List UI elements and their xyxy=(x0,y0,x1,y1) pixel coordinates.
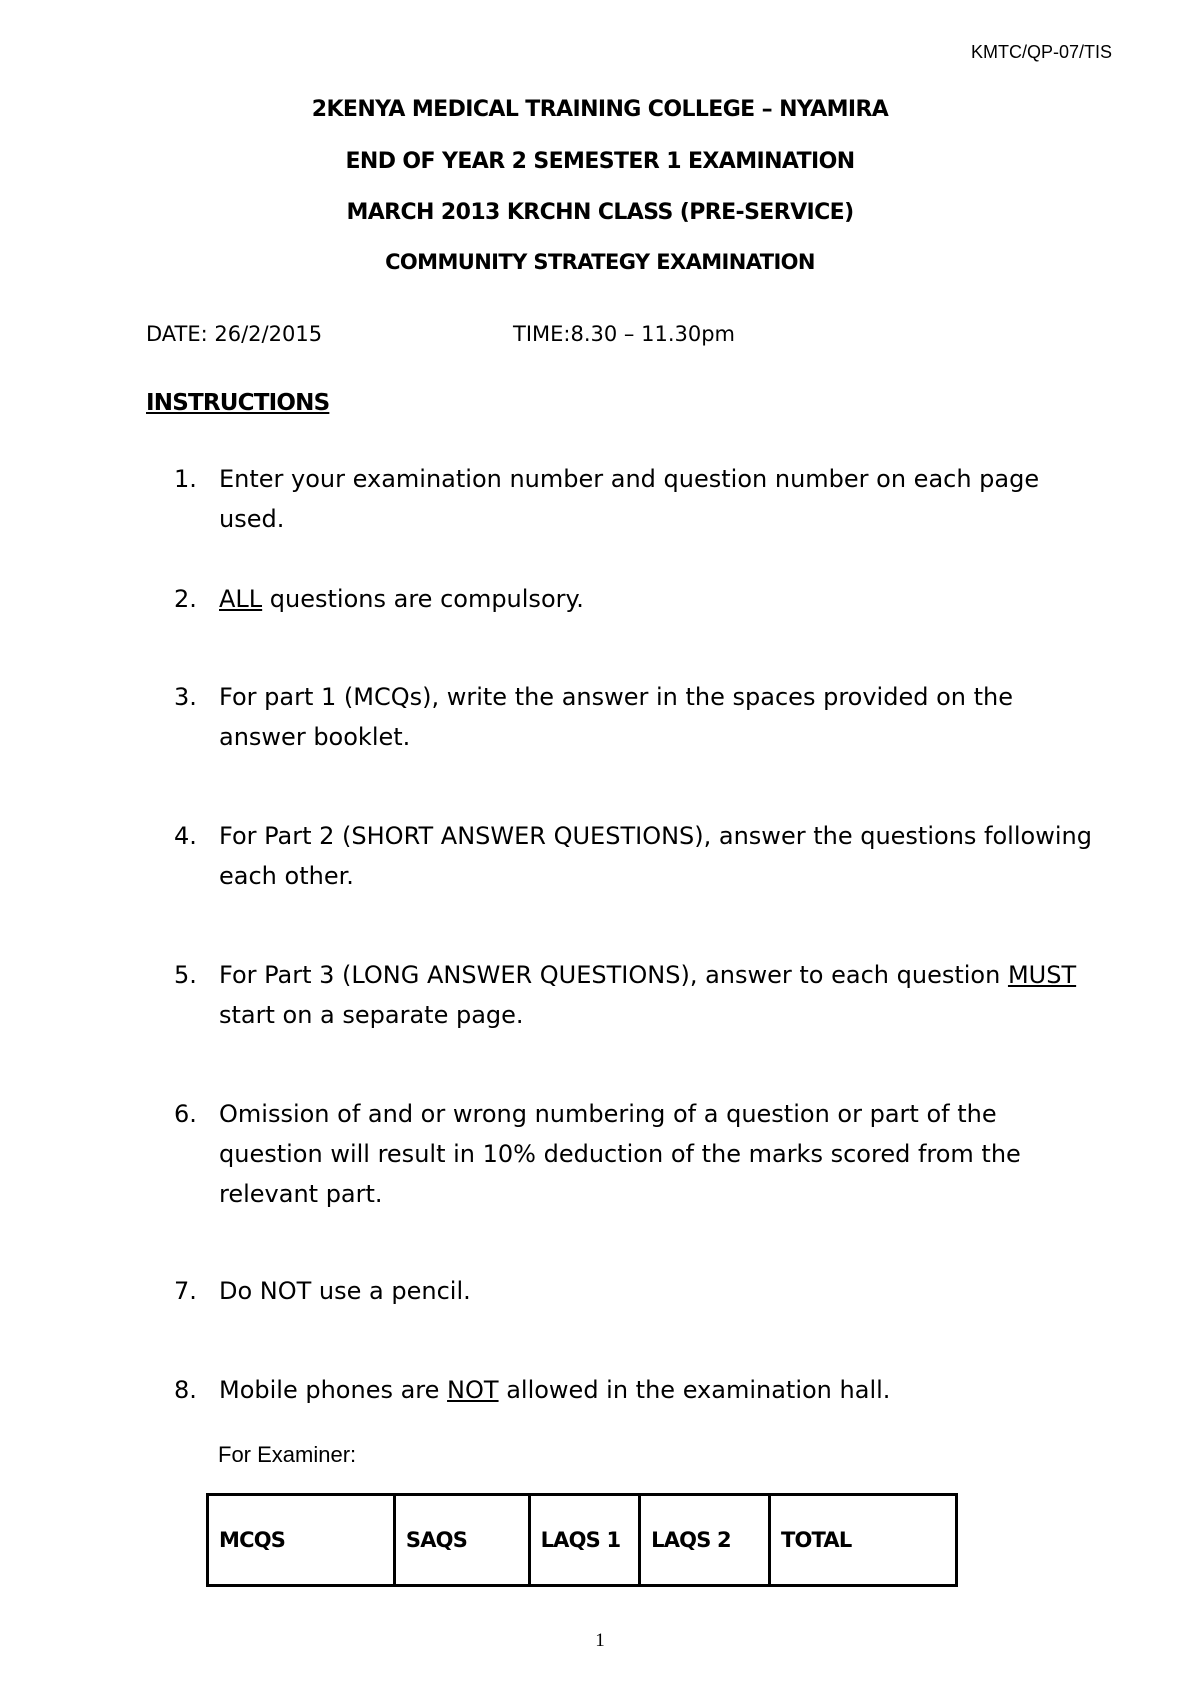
instruction-number: 1. xyxy=(174,465,197,493)
instruction-text: For part 1 (MCQs), write the answer in the spaces provided on the answer booklet. xyxy=(219,683,1013,751)
instruction-text-after: questions are compulsory. xyxy=(262,585,584,613)
instruction-text xyxy=(219,579,1094,619)
instruction-item-6 xyxy=(174,1094,1094,1214)
instruction-number: 3. xyxy=(174,683,197,711)
table-cell-saqs: SAQS xyxy=(394,1495,529,1586)
instruction-item-7 xyxy=(174,1271,1094,1311)
instruction-number: 4. xyxy=(174,822,197,850)
exam-time: TIME:8.30 – 11.30pm xyxy=(513,322,735,346)
exam-title: END OF YEAR 2 SEMESTER 1 EXAMINATION xyxy=(345,149,855,174)
instruction-number: 5. xyxy=(174,961,197,989)
instruction-number: 8. xyxy=(174,1376,197,1404)
instruction-item-5 xyxy=(174,955,1094,1035)
instruction-text xyxy=(219,1370,1094,1410)
instruction-item-2 xyxy=(174,579,1094,619)
instruction-text: Do NOT use a pencil. xyxy=(219,1277,471,1305)
examiner-label: For Examiner: xyxy=(218,1442,357,1467)
instruction-text-after: allowed in the examination hall. xyxy=(498,1376,891,1404)
emphasis-must: MUST xyxy=(1007,961,1077,989)
instructions-heading: INSTRUCTIONS xyxy=(146,390,330,416)
emphasis-not: NOT xyxy=(447,1376,499,1404)
table-cell-mcqs: MCQS xyxy=(208,1495,395,1586)
instruction-item-8 xyxy=(174,1370,1094,1410)
instruction-text: Omission of and or wrong numbering of a question or part of the question will result in 10% deduction of the marks scored from the relevant part. xyxy=(219,1100,1021,1208)
document-code: KMTC/QP-07/TIS xyxy=(970,42,1112,62)
instruction-text-before: For Part 3 (LONG ANSWER QUESTIONS), answer to each question xyxy=(219,961,1008,989)
instruction-text: Enter your examination number and question number on each page used. xyxy=(219,465,1040,533)
college-title: 2KENYA MEDICAL TRAINING COLLEGE – NYAMIRA xyxy=(311,97,889,122)
instruction-text xyxy=(219,955,1094,1035)
instruction-text-before: Mobile phones are xyxy=(219,1376,448,1404)
table-cell-total: TOTAL xyxy=(769,1495,956,1586)
instruction-number: 7. xyxy=(174,1277,197,1305)
class-title: MARCH 2013 KRCHN CLASS (PRE-SERVICE) xyxy=(346,200,854,225)
emphasis-all: ALL xyxy=(219,585,263,613)
instruction-item-4 xyxy=(174,816,1094,896)
exam-date: DATE: 26/2/2015 xyxy=(146,322,323,346)
instruction-text-after: start on a separate page. xyxy=(219,1001,524,1029)
instruction-text: For Part 2 (SHORT ANSWER QUESTIONS), answer the questions following each other. xyxy=(219,822,1092,890)
instruction-number: 6. xyxy=(174,1100,197,1128)
subject-title: COMMUNITY STRATEGY EXAMINATION xyxy=(385,250,815,274)
instruction-number: 2. xyxy=(174,585,197,613)
table-row xyxy=(208,1495,957,1586)
table-cell-laqs-2: LAQS 2 xyxy=(640,1495,770,1586)
instruction-item-3 xyxy=(174,677,1094,757)
page-number: 1 xyxy=(595,1630,605,1651)
table-cell-laqs-1: LAQS 1 xyxy=(529,1495,640,1586)
examiner-marks-table xyxy=(206,1493,958,1587)
instruction-item-1 xyxy=(174,459,1094,539)
